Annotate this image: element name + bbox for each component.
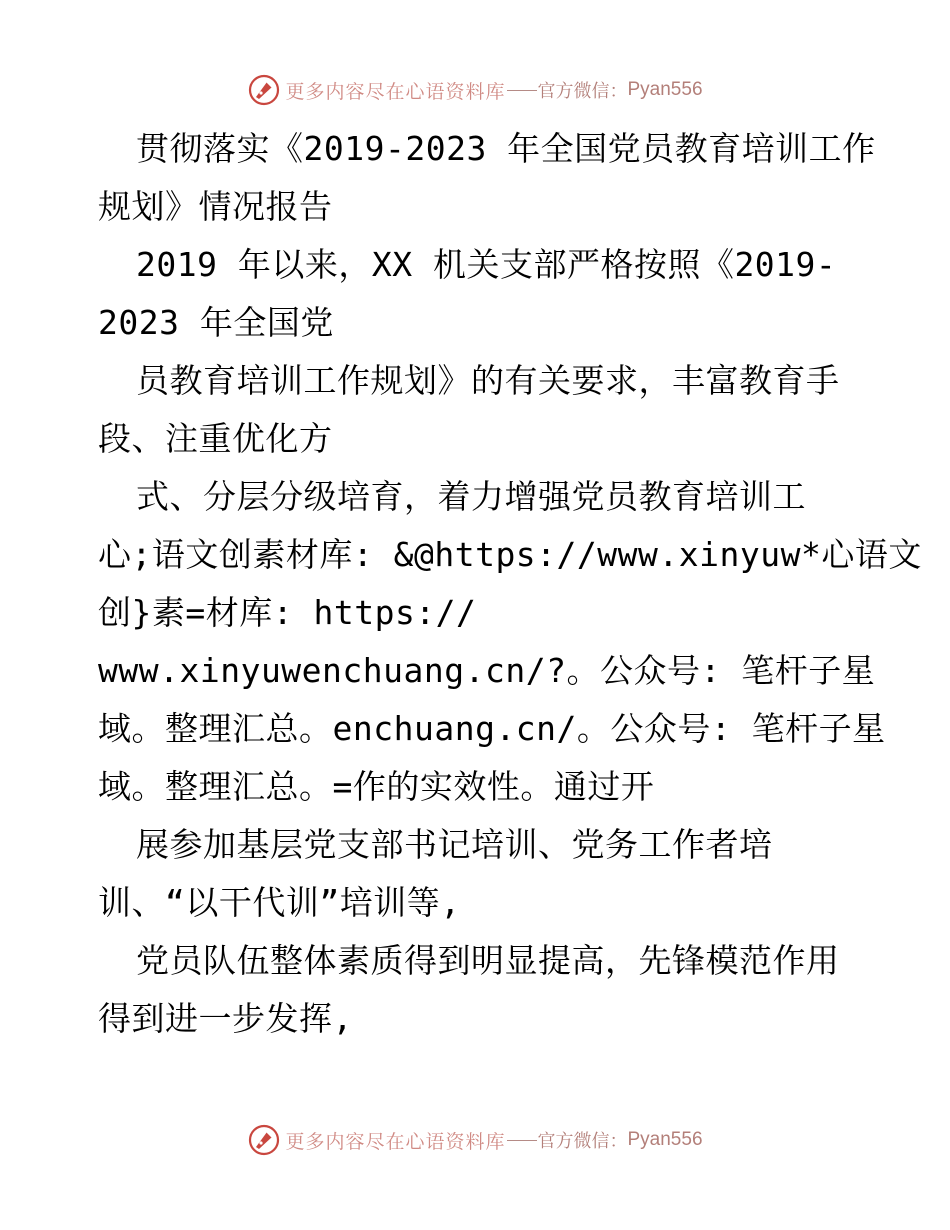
- text-line-5: 员教育培训工作规划》的有关要求，丰富教育手: [136, 361, 840, 400]
- watermark-brand: 更多内容尽在心语资料库: [285, 80, 506, 103]
- pen-nib-logo-icon: [247, 73, 281, 107]
- watermark-sub: 官方微信：: [537, 81, 628, 102]
- watermark-sub: 官方微信：: [537, 1131, 628, 1152]
- text-line-11: 域。整理汇总。enchuang.cn/。公众号: 笔杆子星: [98, 709, 886, 748]
- watermark-separator: [507, 1140, 537, 1141]
- text-line-14: 训、“以干代训”培训等,: [98, 883, 461, 922]
- text-line-2: 规划》情况报告: [98, 187, 333, 226]
- watermark-separator: [507, 90, 537, 91]
- footer-watermark: [0, 1120, 950, 1160]
- text-line-8: 心;语文创素材库: &@https://www.xinyuw*心语文: [98, 535, 922, 574]
- text-line-4: 2023 年全国党: [98, 303, 334, 342]
- text-line-15: 党员队伍整体素质得到明显提高，先锋模范作用: [136, 941, 840, 980]
- watermark-id: Pyan556: [627, 1129, 703, 1150]
- text-line-3: 2019 年以来，XX 机关支部严格按照《2019-: [136, 245, 837, 284]
- text-line-7: 式、分层分级培育，着力增强党员教育培训工: [136, 477, 806, 516]
- text-line-13: 展参加基层党支部书记培训、党务工作者培: [136, 825, 773, 864]
- watermark-brand: 更多内容尽在心语资料库: [285, 1130, 506, 1153]
- document-body: [98, 120, 922, 1048]
- text-line-16: 得到进一步发挥,: [98, 999, 353, 1038]
- pen-nib-logo-icon: [247, 1123, 281, 1157]
- text-line-6: 段、注重优化方: [98, 419, 333, 458]
- text-line-12: 域。整理汇总。=作的实效性。通过开: [98, 767, 655, 806]
- text-line-9: 创}素=材库: https://: [98, 593, 477, 632]
- text-line-10: www.xinyuwenchuang.cn/?。公众号: 笔杆子星: [98, 651, 876, 690]
- watermark-id: Pyan556: [627, 79, 703, 100]
- header-watermark: [0, 70, 950, 110]
- text-line-1: 贯彻落实《2019-2023 年全国党员教育培训工作: [136, 129, 876, 168]
